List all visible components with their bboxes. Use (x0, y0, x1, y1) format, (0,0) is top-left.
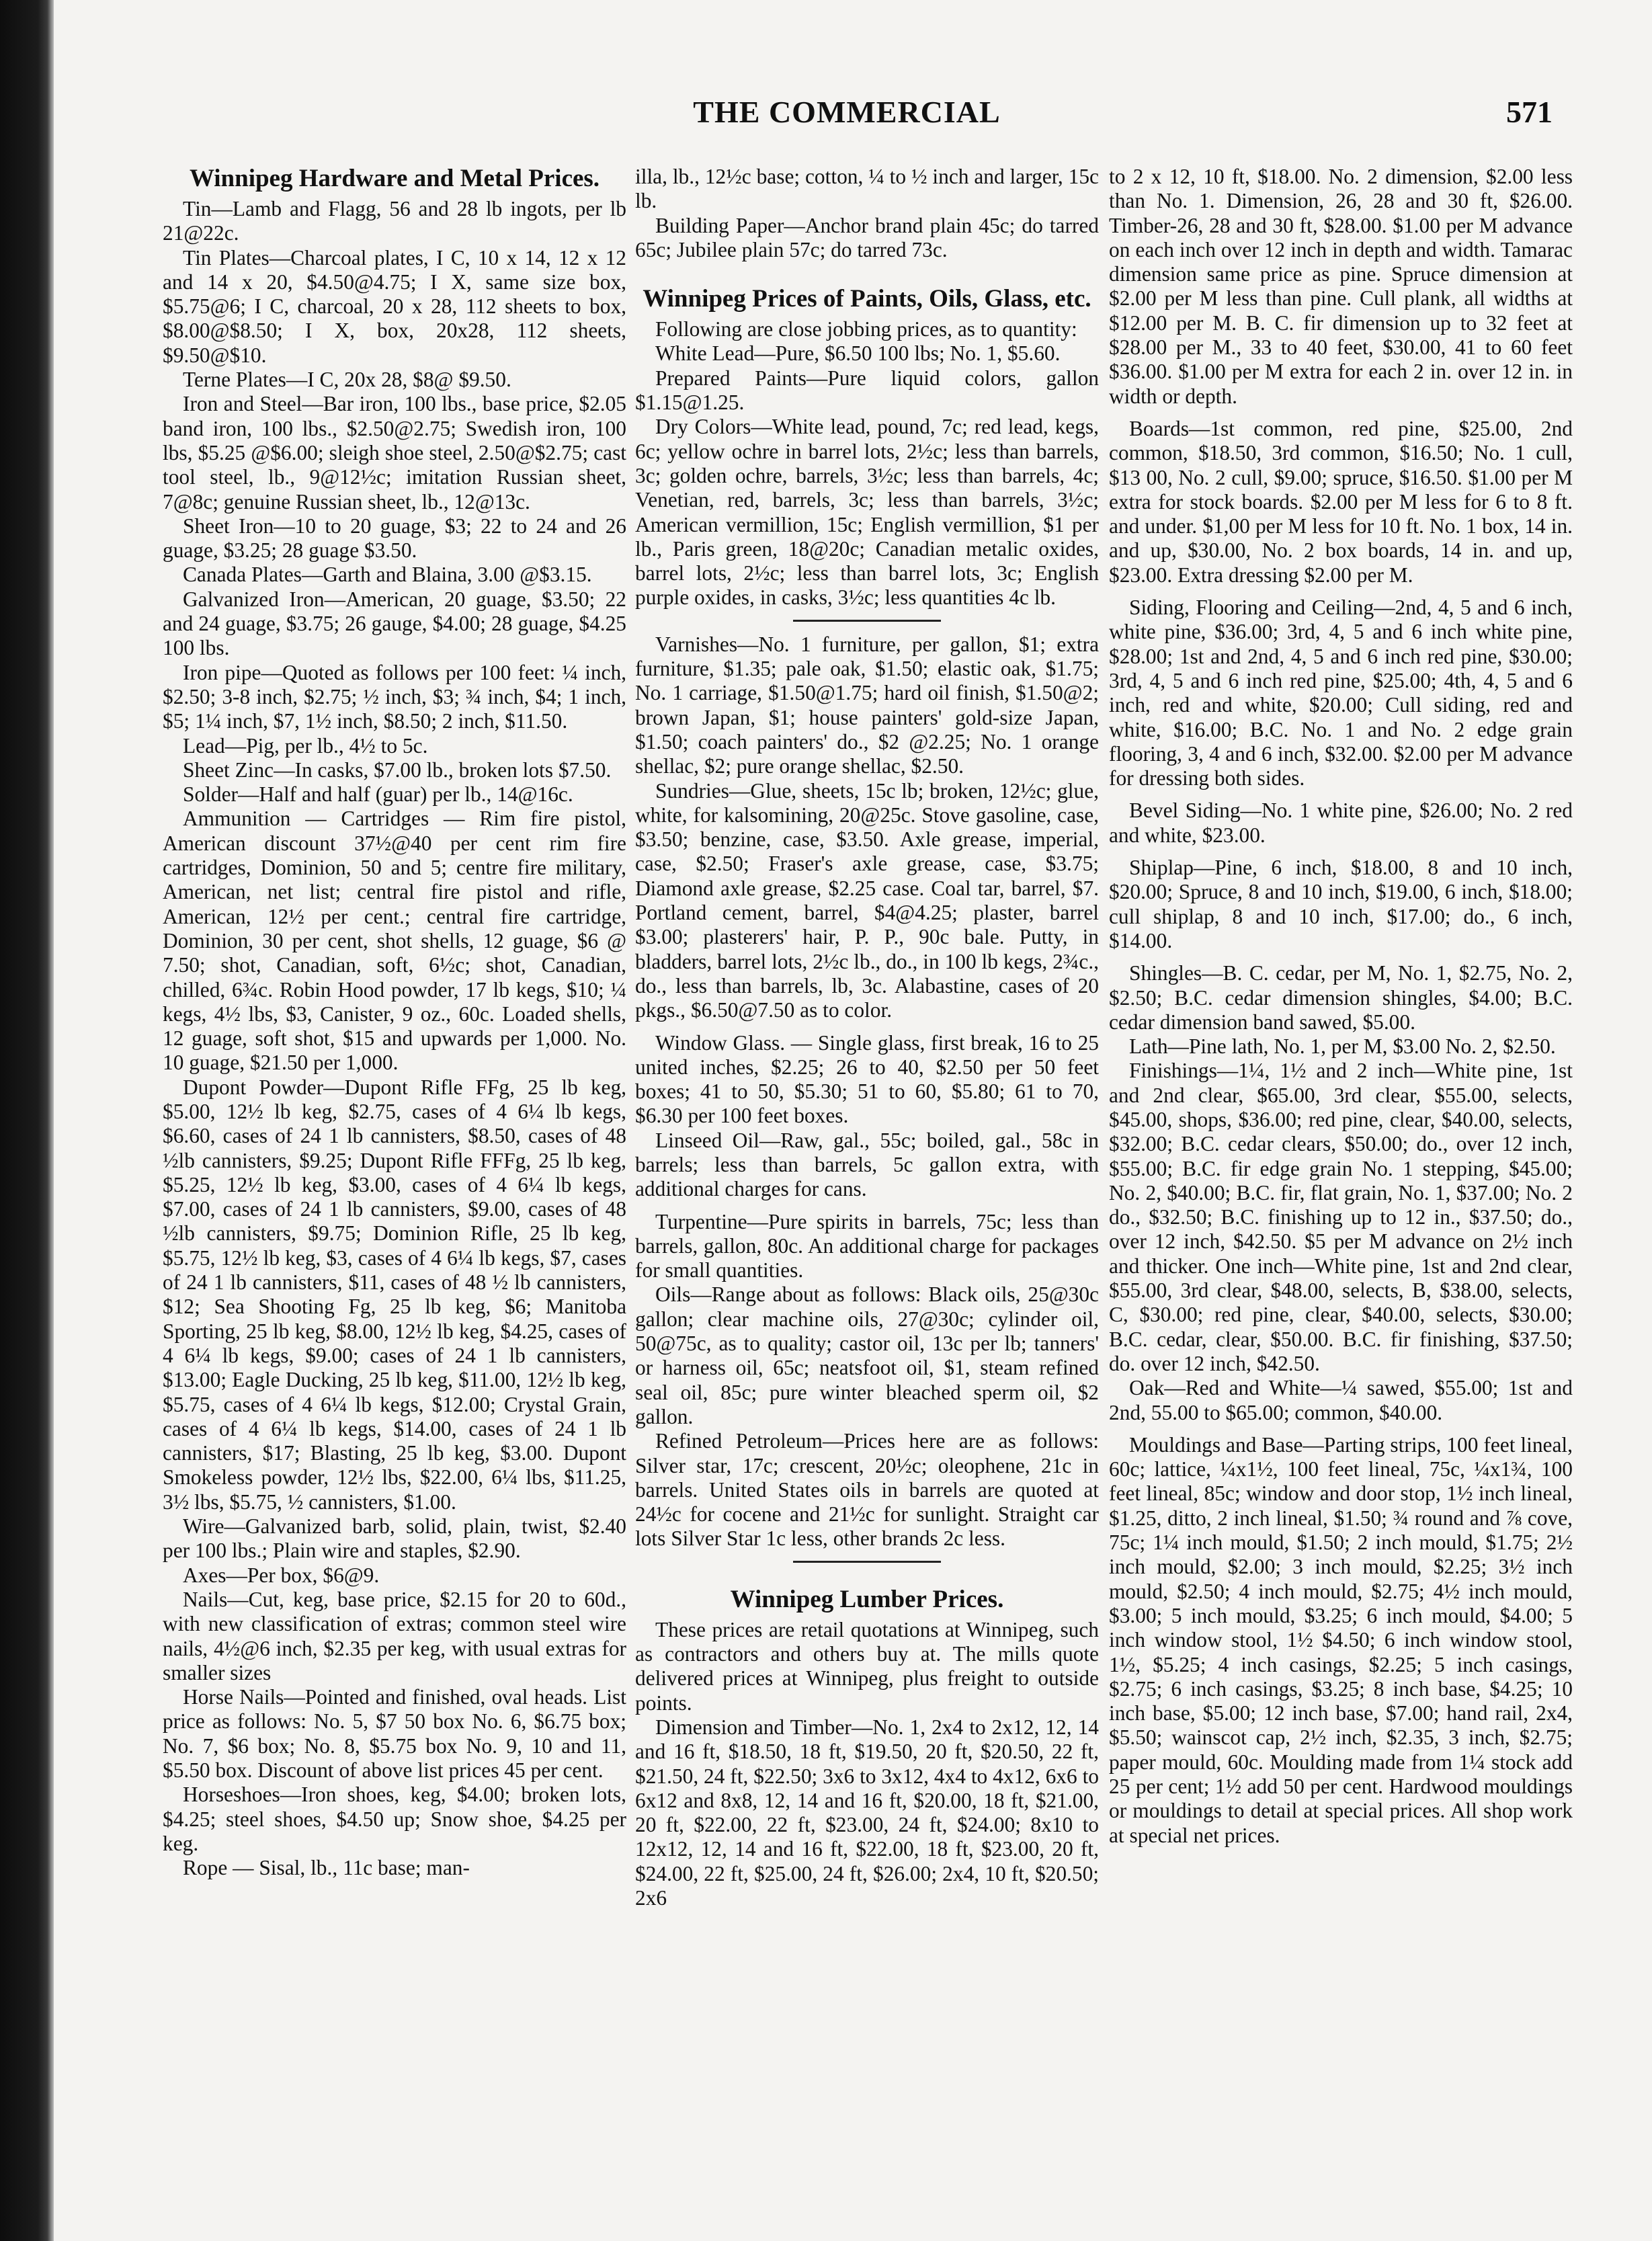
paragraph: Shiplap—Pine, 6 inch, $18.00, 8 and 10 inch, $20.00; Spruce, 8 and 10 inch, $19.00, 6 inch, $18.00; cull shiplap, 8 and 10 inch, $17.00; do., 6 inch, $14.00. (1109, 856, 1573, 952)
running-title: THE COMMERCIAL (693, 95, 1001, 129)
paragraph: Refined Petroleum—Prices here are as follows: Silver star, 17c; crescent, 20½c; oleophene, 21c in barrels. United States oils in barrels are quoted at 24½c for cocene and 21½c for sunlight. Straight car lots Silver Star 1c less, other brands 2c less. (635, 1429, 1099, 1551)
paragraph: Wire—Galvanized barb, solid, plain, twist, $2.40 per 100 lbs.; Plain wire and staples, $2.90. (163, 1514, 626, 1563)
paragraph: Axes—Per box, $6@9. (183, 1563, 380, 1587)
paragraph: illa, lb., 12½c base; cotton, ¼ to ½ inch and larger, 15c lb. (635, 165, 1099, 213)
paragraph: Iron and Steel—Bar iron, 100 lbs., base price, $2.05 band iron, 100 lbs., $2.50@2.75; Swedish iron, 100 lbs, $5.25 @$6.00; sleigh shoe steel, 2.50@$2.75; cast tool steel, lb., 9@12½c; imitation Russian sheet, 7@8c; genuine Russian sheet, lb., 12@13c. (163, 392, 626, 514)
paragraph: Canada Plates—Garth and Blaina, 3.00 @$3.15. (183, 563, 592, 587)
section-heading-lumber: Winnipeg Lumber Prices. (730, 1585, 1004, 1613)
column-1 (163, 165, 626, 2181)
paragraph: Prepared Paints—Pure liquid colors, gallon $1.15@1.25. (635, 366, 1099, 415)
paragraph: White Lead—Pure, $6.50 100 lbs; No. 1, $5.60. (655, 341, 1061, 366)
paragraph: Dimension and Timber—No. 1, 2x4 to 2x12, 12, 14 and 16 ft, $18.50, 18 ft, $19.50, 20 ft, $20.50, 22 ft, $21.50, 24 ft, $22.50; 3x6 to 3x12, 4x4 to 4x12, 6x6 to 6x12 and 8x8, 12, 14 and 16 ft, $20.00, 18 ft, $21.00, 20 ft, $22.00, 22 ft, $23.00, 24 ft, $24.00; 8x10 to 12x12, 12, 14 and 16 ft, $22.00, 18 ft, $23.00, 20 ft, $24.00, 22 ft, $25.00, 24 ft, $26.00; 2x4, 10 ft, $20.50; 2x6 (635, 1715, 1099, 1910)
paragraph: Nails—Cut, keg, base price, $2.15 for 20 to 60d., with new classification of extras; common steel wire nails, 4½@6 inch, $2.35 per keg, with usual extras for smaller sizes (163, 1587, 626, 1684)
paragraph: Dry Colors—White lead, pound, 7c; red lead, kegs, 6c; yellow ochre in barrel lots, 2½c; less than barrels, 3c; golden ochre, barrels, 3½c; less than barrels, 4c; Venetian, red, barrels, 3c; less than barrels, 3½c; American vermillion, 15c; English vermillion, $1 per lb., Paris green, 18@20c; Canadian metalic oxides, barrel lots, 2½c; less than barrel lots, 3c; English purple oxides, in casks, 3½c; less quantities 4c lb. (635, 415, 1099, 610)
section-heading-hardware: Winnipeg Hardware and Metal Prices. (189, 165, 600, 192)
paragraph: Lath—Pine lath, No. 1, per M, $3.00 No. 2, $2.50. (1129, 1034, 1556, 1059)
paragraph: Terne Plates—I C, 20x 28, $8@ $9.50. (183, 368, 511, 392)
section-divider (793, 1561, 941, 1563)
paragraph: Sheet Zinc—In casks, $7.00 lb., broken lots $7.50. (183, 758, 612, 782)
column-3 (1109, 165, 1573, 2181)
paragraph: Horseshoes—Iron shoes, keg, $4.00; broken lots, $4.25; steel shoes, $4.50 up; Snow shoe, $4.25 per keg. (163, 1783, 626, 1855)
paragraph: Varnishes—No. 1 furniture, per gallon, $1; extra furniture, $1.35; pale oak, $1.50; elastic oak, $1.75; No. 1 carriage, $1.50@1.75; hard oil finish, $1.50@2; brown Japan, $1; house painters' gold-size Japan, $1.50; coach painters' do., $2 @2.25; No. 1 orange shellac, $2; pure orange shellac, $2.50. (635, 632, 1099, 778)
section-divider (793, 620, 941, 622)
paragraph: Oak—Red and White—¼ sawed, $55.00; 1st and 2nd, 55.00 to $65.00; common, $40.00. (1109, 1376, 1573, 1424)
paragraph: Dupont Powder—Dupont Rifle FFg, 25 lb keg, $5.00, 12½ lb keg, $2.75, cases of 4 6¼ lb kegs, $6.60, cases of 24 1 lb cannisters, $8.50, cases of 48 ½lb cannisters, $9.25; Dupont Rifle FFFg, 25 lb keg, $5.25, 12½ lb keg, $3.00, cases of 4 6¼ lb kegs, $7.00, cases of 24 1 lb cannisters, $9.00, cases of 48 ½lb cannisters, $9.75; Dominion Rifle, 25 lb keg, $5.75, 12½ lb keg, $3, cases of 4 6¼ lb kegs, $7, cases of 24 1 lb cannisters, $11, cases of 48 ½ lb cannisters, $12; Sea Shooting Fg, 25 lb keg, $6; Manitoba Sporting, 25 lb keg, $8.00, 12½ lb keg, $4.25, cases of 4 6¼ lb kegs, $9.00; cases of 24 1 lb cannisters, $13.00; Eagle Ducking, 25 lb keg, $11.00, 12½ lb keg, $5.75, cases of 4 6¼ lb kegs, $12.00; Crystal Grain, cases of 4 6¼ lb kegs, $14.00, cases of 24 1 lb cannisters, $17; Blasting, 25 lb keg, $3.00. Dupont Smokeless powder, 12½ lbs, $22.00, 6¼ lbs, $11.25, 3½ lbs, $5.75, ½ cannisters, $1.00. (163, 1075, 626, 1514)
paragraph: Boards—1st common, red pine, $25.00, 2nd common, $18.50, 3rd common, $16.50; No. 1 cull, $13 00, No. 2 cull, $9.00; spruce, $16.50. $1.00 per M extra for stock boards. $2.00 per M less for 6 to 8 ft. and under. $1,00 per M less for 10 ft. No. 1 box, 14 in. and up, $30.00, No. 2 box boards, 14 in. and up, $23.00. Extra dressing $2.00 per M. (1109, 416, 1573, 587)
section-heading-paints: Winnipeg Prices of Paints, Oils, Glass, etc. (643, 285, 1091, 313)
paragraph: Tin Plates—Charcoal plates, I C, 10 x 14, 12 x 12 and 14 x 20, $4.50@4.75; I X, same size box, $5.75@6; I C, charcoal, 20 x 28, 112 sheets to box, $8.00@$8.50; I X, box, 20x28, 112 sheets, $9.50@$10. (163, 245, 626, 367)
paragraph: to 2 x 12, 10 ft, $18.00. No. 2 dimension, $2.00 less than No. 1. Dimension, 26, 28 and 30 ft, $26.00. Timber-26, 28 and 30 ft, $28.00. $1.00 per M advance on each inch over 12 inch in depth and width. Tamarac dimension same price as pine. Spruce dimension at $2.00 per M less than pine. Cull plank, all widths at $12.00 per M. B. C. fir dimension up to 32 feet at $28.00 per M., 33 to 40 feet, $30.00, 41 to 60 feet $36.00. $1.00 per M extra for each 2 in. over 12 in. in width or depth. (1109, 165, 1573, 408)
paragraph: Finishings—1¼, 1½ and 2 inch—White pine, 1st and 2nd clear, $65.00, 3rd clear, $55.00, selects, $45.00, shops, $36.00; red pine, clear, $40.00, selects, $32.00; B.C. cedar clears, $50.00; do., over 12 inch, $55.00; B.C. fir edge grain No. 1 stepping, $45.00; No. 2, $40.00; B.C. fir, flat grain, No. 1, $37.00; No. 2 do., $32.50; B.C. finishing up to 12 in., $37.50; do., over 12 inch, $42.50. $5 per M advance on 2½ inch and thicker. One inch—White pine, 1st and 2nd clear, $55.00, 3rd clear, $48.00, selects, B, $38.00, selects, C, $30.00; red pine, clear, $40.00, selects, $30.00; B.C. cedar, clear, $50.00. B.C. fir finishing, $37.50; do. over 12 inch, $42.50. (1109, 1059, 1573, 1375)
paragraph: Linseed Oil—Raw, gal., 55c; boiled, gal., 58c in barrels; less than barrels, 5c gallon extra, with additional charges for cans. (635, 1128, 1099, 1201)
paragraph: Mouldings and Base—Parting strips, 100 feet lineal, 60c; lattice, ¼x1½, 100 feet lineal, 75c, ¼x1¾, 100 feet lineal, 85c; window and door stop, 1½ inch lineal, $1.25, ditto, 2 inch lineal, $1.50; ¾ round and ⅞ cove, 75c; 1¼ inch mould, $1.50; 2 inch mould, $1.75; 2½ inch mould, $2.00; 3 inch mould, $2.25; 3½ inch mould, $2.50; 4 inch mould, $2.75; 4½ inch mould, $3.00; 5 inch mould, $3.25; 6 inch mould, $4.00; 5 inch window stool, 1½ $4.50; 6 inch window stool, 1½, $5.25; 4 inch casings, $2.25; 5 inch casings, $2.75; 6 inch casings, $3.25; 8 inch base, $4.25; 10 inch base, $5.00; 12 inch base, $7.00; hand rail, 2x4, $5.50; wainscot cap, 2½ inch, $2.35, 3 inch, $2.75; paper mould, 60c. Moulding made from 1¼ stock add 25 per cent; 1½ add 50 per cent. Hardwood mouldings or mouldings to detail at special prices. All shop work at special net prices. (1109, 1432, 1573, 1847)
paragraph: Galvanized Iron—American, 20 guage, $3.50; 22 and 24 guage, $3.75; 26 gauge, $4.00; 28 guage, $4.25 100 lbs. (163, 587, 626, 660)
page-header (141, 94, 1553, 141)
paragraph: Ammunition — Cartridges — Rim fire pistol, American discount 37½@40 per cent rim fire cartridges, Dominion, 50 and 5; centre fire military, American, net list; central fire pistol and rifle, American, 12½ per cent.; central fire cartridge, Dominion, 30 per cent, shot shells, 12 guage, $6 @ 7.50; shot, Canadian, soft, 6½c; shot, Canadian, chilled, 6¾c. Robin Hood powder, 17 lb kegs, $10; ¼ kegs, 4½ lbs, $3, Canister, 9 oz., 60c. Loaded shells, 12 guage, soft shot, $15 and upwards per 1,000. No. 10 guage, $21.50 per 1,000. (163, 807, 626, 1075)
paragraph: Horse Nails—Pointed and finished, oval heads. List price as follows: No. 5, $7 50 box No. 6, $6.75 box; No. 7, $6 box; No. 8, $5.75 box No. 9, 10 and 11, $5.50 box. Discount of above list prices 45 per cent. (163, 1685, 626, 1782)
paragraph: Rope — Sisal, lb., 11c base; man- (183, 1856, 470, 1880)
paragraph: These prices are retail quotations at Winnipeg, such as contractors and others buy at. The mills quote delivered prices at Winnipeg, plus freight to outside points. (635, 1617, 1099, 1715)
paragraph: Bevel Siding—No. 1 white pine, $26.00; No. 2 red and white, $23.00. (1109, 799, 1573, 847)
paragraph: Solder—Half and half (guar) per lb., 14@16c. (183, 782, 573, 807)
paragraph: Tin—Lamb and Flagg, 56 and 28 lb ingots, per lb 21@22c. (163, 197, 626, 245)
paragraph: Window Glass. — Single glass, first break, 16 to 25 united inches, $2.25; 26 to 40, $2.50 per 50 feet boxes; 41 to 50, $5.30; 51 to 60, $5.80; 61 to 70, $6.30 per 100 feet boxes. (635, 1030, 1099, 1128)
paragraph: Iron pipe—Quoted as follows per 100 feet: ¼ inch, $2.50; 3-8 inch, $2.75; ½ inch, $3; ¾ inch, $4; 1 inch, $5; 1¼ inch, $7, 1½ inch, $8.50; 2 inch, $11.50. (163, 660, 626, 733)
paragraph: Following are close jobbing prices, as to quantity: (655, 317, 1077, 341)
binding-edge (0, 0, 54, 2241)
paragraph: Sundries—Glue, sheets, 15c lb; broken, 12½c; glue, white, for kalsomining, 20@25c. Stove gasoline, case, $3.50; benzine, case, $3.50. Axle grease, imperial, case, $2.50; Fraser's axle grease, case, $3.75; Diamond axle grease, $2.25 case. Coal tar, barrel, $7. Portland cement, barrel, $4@4.25; plaster, barrel $3.00; plasterers' hair, P. P., 90c bale. Putty, in bladders, barrel lots, 2½c lb., do., in 100 lb kegs, 2¾c., do., less than barrels, lb, 3c. Alabastine, cases of 20 pkgs., $6.50@7.50 as to color. (635, 778, 1099, 1022)
column-2 (635, 165, 1099, 2181)
paragraph: Siding, Flooring and Ceiling—2nd, 4, 5 and 6 inch, white pine, $36.00; 3rd, 4, 5 and 6 inch white pine, $28.00; 1st and 2nd, 4, 5 and 6 inch red pine, $30.00; 3rd, 4, 5 and 6 inch red pine, $25.00; 4th, 4, 5 and 6 inch, red and white, $20.00; Cull siding, red and white, $16.00; B.C. No. 1 and No. 2 edge grain flooring, 3, 4 and 6 inch, $32.00. $2.00 per M advance for dressing both sides. (1109, 596, 1573, 790)
paragraph: Turpentine—Pure spirits in barrels, 75c; less than barrels, gallon, 80c. An additional charge for packages for small quantities. (635, 1209, 1099, 1282)
paragraph: Sheet Iron—10 to 20 guage, $3; 22 to 24 and 26 guage, $3.25; 28 guage $3.50. (163, 514, 626, 563)
paragraph: Lead—Pig, per lb., 4½ to 5c. (183, 733, 428, 758)
paragraph: Shingles—B. C. cedar, per M, No. 1, $2.75, No. 2, $2.50; B.C. cedar dimension shingles, $4.00; B.C. cedar dimension band sawed, $5.00. (1109, 961, 1573, 1034)
page-number: 571 (1506, 95, 1553, 129)
paragraph: Oils—Range about as follows: Black oils, 25@30c gallon; clear machine oils, 27@30c; cylinder oil, 50@75c, as to quality; castor oil, 13c per lb; tanners' or harness oil, 65c; neatsfoot oil, $1, steam refined seal oil, 85c; pure winter bleached sperm oil, $2 gallon. (635, 1282, 1099, 1428)
paragraph: Building Paper—Anchor brand plain 45c; do tarred 65c; Jubilee plain 57c; do tarred 73c. (635, 213, 1099, 261)
